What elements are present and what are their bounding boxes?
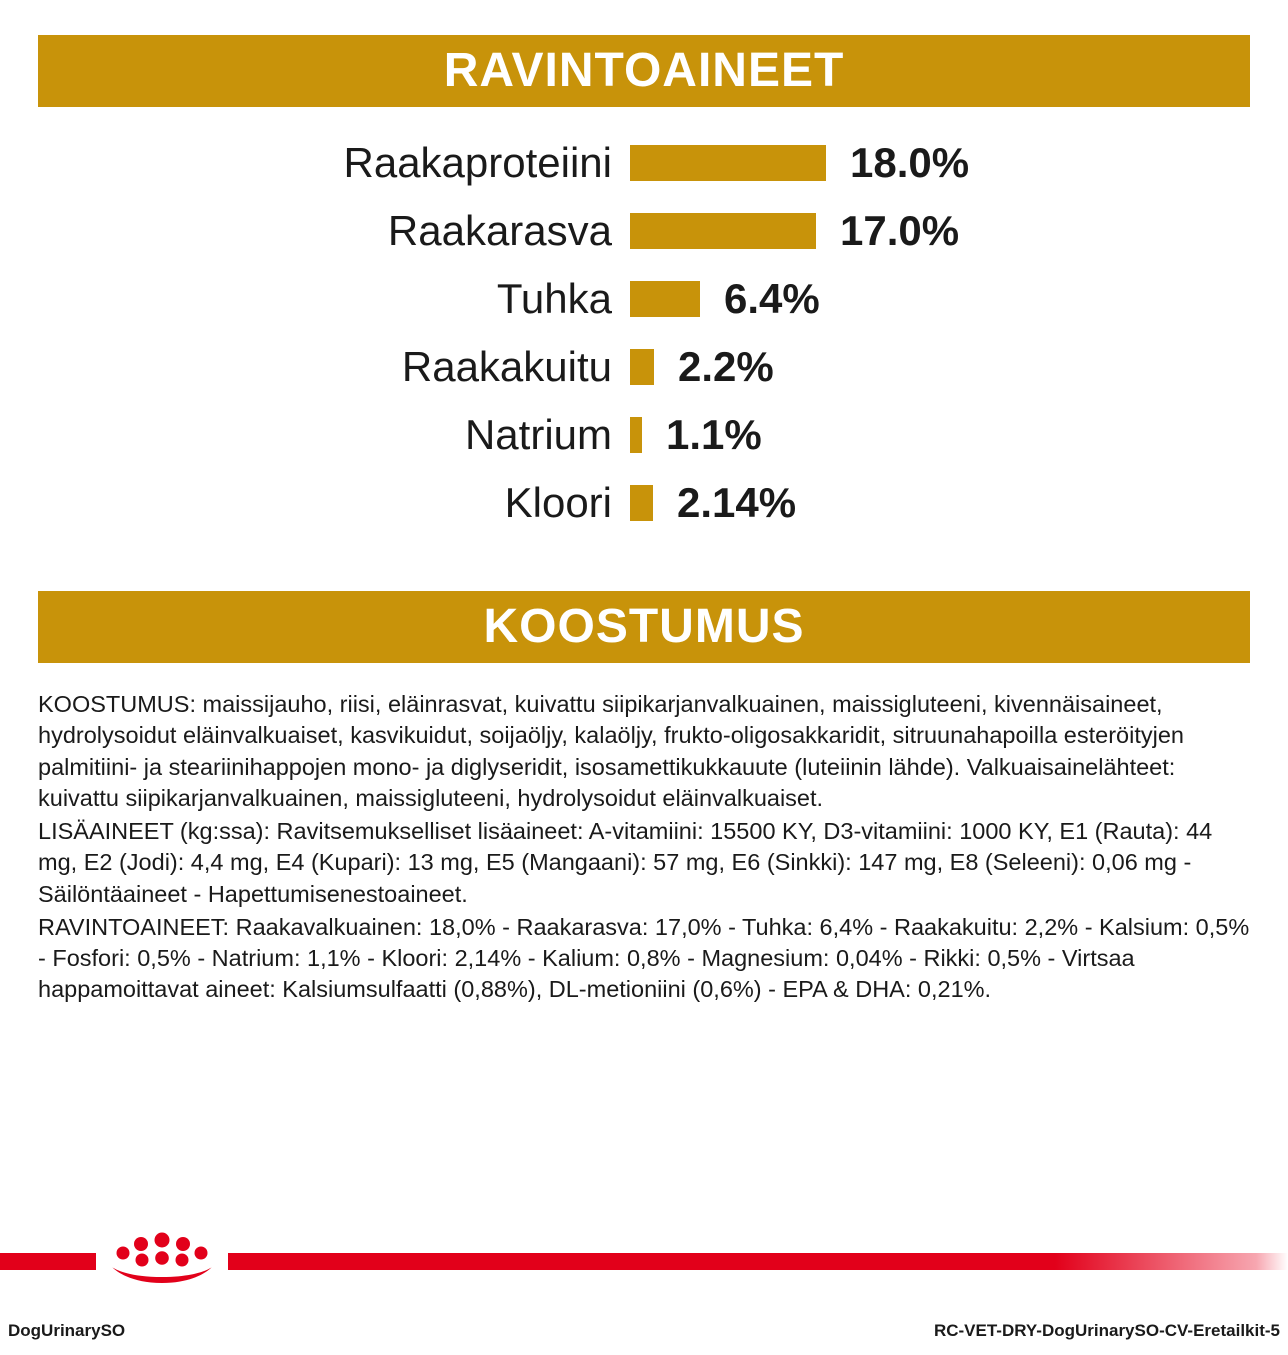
chart-row: [38, 469, 1250, 537]
nutrients-section-title: RAVINTOAINEET: [38, 35, 1250, 107]
product-code: DogUrinarySO: [8, 1321, 126, 1340]
footer: [0, 1321, 1288, 1341]
nutrient-bar: [630, 145, 826, 181]
brand-rule-left: [0, 1253, 96, 1270]
nutrient-bar: [630, 349, 654, 385]
nutrient-value: 18.0%: [850, 139, 970, 186]
nutrient-label: Raakarasva: [387, 207, 612, 254]
chart-row: [38, 265, 1250, 333]
brand-bar: [0, 1231, 1288, 1293]
nutrient-bar: [630, 281, 700, 317]
nutrient-label: Tuhka: [496, 275, 612, 322]
chart-row: [38, 333, 1250, 401]
nutrient-label: Raakaproteiini: [343, 139, 612, 186]
brand-rule-right: [228, 1253, 1288, 1270]
chart-row: [38, 197, 1250, 265]
nutrient-value: 2.14%: [677, 479, 797, 526]
nutrient-label: Kloori: [504, 479, 612, 526]
royal-canin-crown-icon: [96, 1231, 228, 1293]
nutrient-label: Raakakuitu: [401, 343, 612, 390]
composition-text-block: [0, 663, 1288, 1006]
section-spacer: [0, 537, 1288, 591]
nutrient-value: 17.0%: [840, 207, 960, 254]
nutrient-bar: [630, 485, 653, 521]
nutrients-bar-chart: [0, 129, 1288, 537]
nutrient-bar: [630, 417, 642, 453]
document-code: RC-VET-DRY-DogUrinarySO-CV-Eretailkit-5: [933, 1321, 1280, 1340]
nutrient-bar: [630, 213, 816, 249]
nutrient-value: 6.4%: [724, 275, 820, 322]
nutrient-value: 2.2%: [678, 343, 774, 390]
chart-row: [38, 401, 1250, 469]
composition-section-title: KOOSTUMUS: [38, 591, 1250, 663]
page: [0, 35, 1288, 1355]
additives-paragraph: LISÄAINEET (kg:ssa): Ravitsemukselliset lisäaineet: A-vitamiini: 15500 KY, D3-vitamiini: 1000 KY, E1 (Rauta): 44 mg, E2 (Jodi): 4,4 mg, E4 (Kupari): 13 mg, E5 (Mangaani): 57 mg, E6 (Sinkki): 147 mg, E8 (Seleeni): 0,06 mg - Säilöntäaineet - Hapettumisenestoaineet.: [38, 818, 1213, 907]
analytical-constituents-paragraph: RAVINTOAINEET: Raakavalkuainen: 18,0% - Raakarasva: 17,0% - Tuhka: 6,4% - Raakakuitu: 2,2% - Kalsium: 0,5% - Fosfori: 0,5% - Natrium: 1,1% - Kloori: 2,14% - Kalium: 0,8% - Magnesium: 0,04% - Rikki: 0,5% - Virtsaa happamoittavat aineet: Kalsiumsulfaatti (0,88%), DL-metioniini (0,6%) - EPA & DHA: 0,21%.: [38, 913, 1250, 1003]
nutrient-label: Natrium: [464, 411, 612, 458]
nutrient-value: 1.1%: [666, 411, 762, 458]
composition-paragraph: KOOSTUMUS: maissijauho, riisi, eläinrasvat, kuivattu siipikarjanvalkuainen, maissigluteeni, kivennäisaineet, hydrolysoidut eläinvalkuaiset, kasvikuidut, soijaöljy, kalaöljy, frukto-oligosakkaridit, sitruunahapoilla esteröityjen palmitiini- ja steariinihappojen mono- ja diglyseridit, isosamettikukkauute (luteiinin lähde). Valkuaisainelähteet: kuivattu siipikarjanvalkuainen, maissigluteeni, hydrolysoidut eläinvalkuaiset.: [38, 691, 1184, 811]
chart-row: [38, 129, 1250, 197]
